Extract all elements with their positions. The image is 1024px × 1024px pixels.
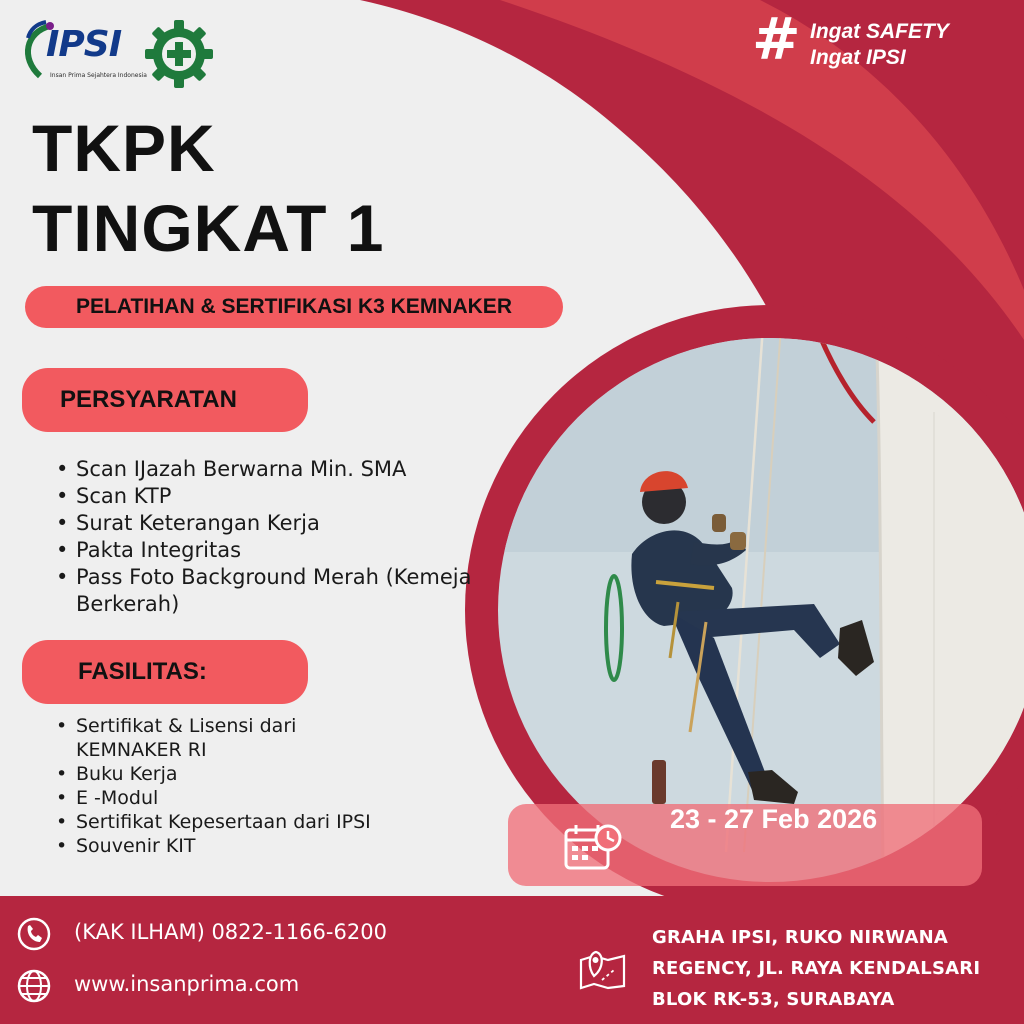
gear-cross-icon [143, 18, 215, 90]
list-item: • Scan KTP [52, 483, 472, 510]
address-line-2: REGENCY, JL. RAYA KENDALSARI [652, 958, 981, 979]
list-item: • Surat Keterangan Kerja [52, 510, 472, 537]
title-line-2: TINGKAT 1 [32, 191, 385, 265]
contact-website[interactable]: www.insanprima.com [74, 972, 300, 996]
list-item: • Buku Kerja [52, 762, 392, 786]
contact-phone[interactable]: (KAK ILHAM) 0822-1166-6200 [74, 920, 387, 944]
address-line-3: BLOK RK-53, SURABAYA [652, 989, 895, 1010]
list-item: • Sertifikat & Lisensi dari KEMNAKER RI [52, 714, 392, 762]
list-item: • Pakta Integritas [52, 537, 472, 564]
logo-tagline: Insan Prima Sejahtera Indonesia [50, 72, 147, 79]
hashtag-line-2: Ingat IPSI [810, 46, 906, 69]
list-item: • Souvenir KIT [52, 834, 392, 858]
globe-icon [16, 968, 52, 1004]
calendar-icon [564, 822, 622, 872]
event-date: 23 - 27 Feb 2026 [670, 804, 878, 834]
contact-address [652, 922, 980, 1015]
requirements-heading: PERSYARATAN [22, 368, 308, 432]
subtitle-badge: PELATIHAN & SERTIFIKASI K3 KEMNAKER [25, 286, 563, 328]
rope-access-worker-photo [464, 292, 1024, 892]
facilities-list [52, 714, 392, 858]
hashtag-line-1: Ingat SAFETY [810, 20, 949, 43]
facilities-heading: FASILITAS: [22, 640, 308, 704]
logo-text: IPSI [46, 24, 122, 65]
hashtag-slogan [752, 5, 1002, 76]
list-item: • Scan IJazah Berwarna Min. SMA [52, 456, 472, 483]
list-item: • Pass Foto Background Merah (Kemeja Berkerah) [52, 564, 472, 618]
map-pin-icon [578, 946, 628, 990]
requirements-list [52, 456, 472, 618]
footer [0, 896, 1024, 1024]
hashtag-icon: # [752, 5, 801, 73]
address-line-1: GRAHA IPSI, RUKO NIRWANA [652, 927, 949, 948]
title-line-1: TKPK [32, 111, 216, 185]
event-date-badge [508, 804, 982, 886]
phone-icon [16, 916, 52, 952]
page-title [32, 108, 384, 268]
list-item: • Sertifikat Kepesertaan dari IPSI [52, 810, 392, 834]
list-item: • E -Modul [52, 786, 392, 810]
ipsi-logo [16, 16, 147, 86]
